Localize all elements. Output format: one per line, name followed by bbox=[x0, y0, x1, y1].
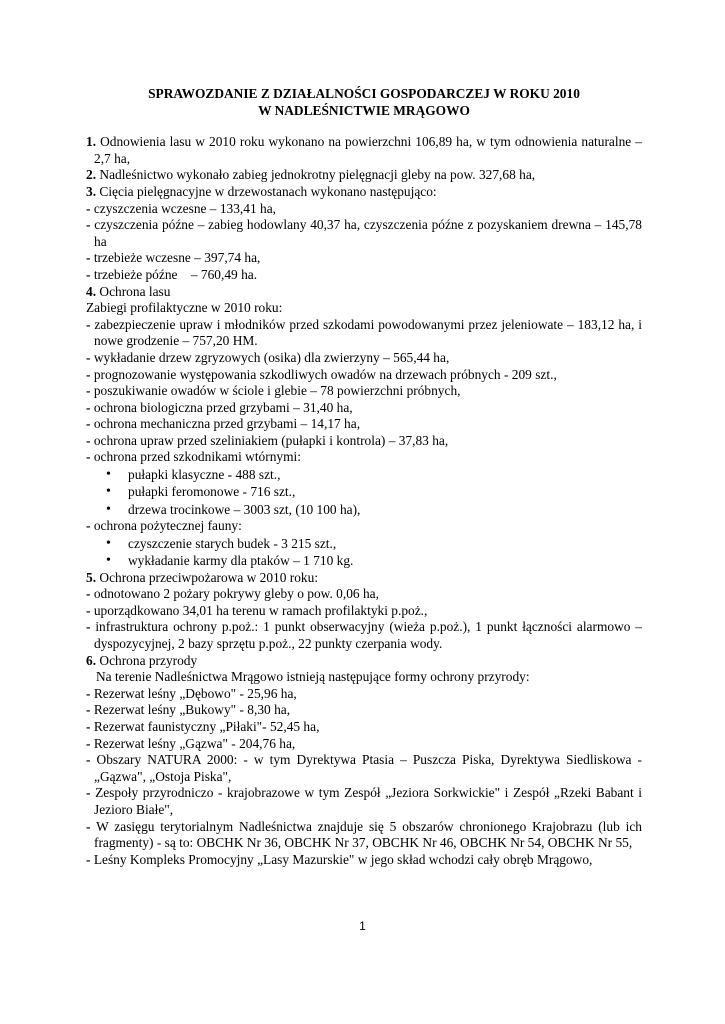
section-intro: Na terenie Nadleśnictwa Mrągowo istnieją następujące formy ochrony przyrody: bbox=[96, 669, 530, 685]
list-item: - zabezpieczenie upraw i młodników przed szkodami powodowanymi przez jeleniowate – 183,12 ha, i nowe grodzenie – 757,20 HM. bbox=[86, 316, 642, 349]
section-2 bbox=[86, 167, 642, 184]
section-6 bbox=[86, 653, 642, 670]
document-page bbox=[86, 86, 642, 868]
list-item: - czyszczenia późne – zabieg hodowlany 40,37 ha, czyszczenia późne z pozyskaniem drewna – 145,78 ha bbox=[86, 217, 642, 249]
bullet-icon: • bbox=[106, 467, 111, 483]
list-item: - Rezerwat leśny „Gązwa" - 204,76 ha, bbox=[86, 735, 296, 751]
list-item: - Rezerwat leśny „Dębowo" - 25,96 ha, bbox=[86, 685, 297, 701]
bullet-icon: • bbox=[106, 501, 111, 517]
list-item: - ochrona przed szkodnikami wtórnymi: bbox=[86, 449, 301, 465]
section-text: Ochrona przeciwpożarowa w 2010 roku: bbox=[99, 569, 319, 585]
list-item: - ochrona biologiczna przed grzybami – 31,40 ha, bbox=[86, 399, 353, 415]
bullet-icon: • bbox=[106, 484, 111, 500]
section-number: 4. bbox=[86, 283, 97, 299]
bullet-item: • czyszczenie starych budek - 3 215 szt., bbox=[106, 535, 337, 551]
section-1 bbox=[86, 134, 642, 167]
list-item: - wykładanie drzew zgryzowych (osika) dla zwierzyny – 565,44 ha, bbox=[86, 349, 450, 365]
section-number: 1. bbox=[86, 134, 97, 150]
bullet-item: • pułapki feromonowe - 716 szt., bbox=[106, 484, 296, 500]
list-item: - czyszczenia wczesne – 133,41 ha, bbox=[86, 200, 277, 216]
list-item: - Zespoły przyrodniczo - krajobrazowe w tym Zespół „Jeziora Sorkwickie" i Zespół „Rzeki Babant i Jezioro Białe", bbox=[86, 785, 642, 817]
list-item: - trzebieże późne – 760,49 ha. bbox=[86, 266, 258, 282]
section-3 bbox=[86, 184, 642, 201]
bullet-item: • pułapki klasyczne - 488 szt., bbox=[106, 467, 281, 483]
section-text: Ochrona lasu bbox=[99, 283, 171, 299]
list-item: - trzebieże wczesne – 397,74 ha, bbox=[86, 250, 261, 266]
list-item: - ochrona upraw przed szeliniakiem (pułapki i kontrola) – 37,83 ha, bbox=[86, 432, 449, 448]
section-number: 3. bbox=[86, 183, 97, 199]
bullet-item: • wykładanie karmy dla ptaków – 1 710 kg. bbox=[106, 553, 354, 569]
list-item: - infrastruktura ochrony p.poż.: 1 punkt obserwacyjny (wieża p.poż.), 1 punkt łączności alarmowo – dyspozycyjnej, 2 bazy sprzętu p.poż., 22 punkty czerpania wody. bbox=[86, 619, 642, 652]
bullet-icon: • bbox=[106, 553, 111, 569]
section-number: 2. bbox=[86, 167, 97, 183]
bullet-icon: • bbox=[106, 535, 111, 551]
section-5 bbox=[86, 570, 642, 587]
list-item: - prognozowanie występowania szkodliwych owadów na drzewach próbnych - 209 szt., bbox=[86, 366, 557, 382]
list-item: - ochrona mechaniczna przed grzybami – 14,17 ha, bbox=[86, 416, 361, 432]
list-item: - odnotowano 2 pożary pokrywy gleby o pow. 0,06 ha, bbox=[86, 586, 379, 602]
list-item: - ochrona pożytecznej fauny: bbox=[86, 518, 242, 534]
title-line-1: SPRAWOZDANIE Z DZIAŁALNOŚCI GOSPODARCZEJ W ROKU 2010 bbox=[148, 86, 580, 101]
section-number: 5. bbox=[86, 569, 97, 585]
title-line-2: W NADLEŚNICTWIE MRĄGOWO bbox=[258, 102, 470, 118]
bullet-item: • drzewa trocinkowe – 3003 szt, (10 100 ha), bbox=[106, 501, 361, 517]
list-item: - Obszary NATURA 2000: - w tym Dyrektywa Ptasia – Puszcza Piska, Dyrektywa Siedliskowa - „Gązwa", „Ostoja Piska", bbox=[86, 752, 642, 784]
list-item: - W zasięgu terytorialnym Nadleśnictwa znajduje się 5 obszarów chronionego Krajobrazu (lub ich fragmenty) - są to: OBCHK Nr 36, OBCHK Nr 37, OBCHK Nr 46, OBCHK Nr 54, OBCHK Nr 55, bbox=[86, 818, 642, 851]
list-item: - Leśny Kompleks Promocyjny „Lasy Mazurskie" w jego skład wchodzi cały obręb Mrągowo, bbox=[86, 851, 593, 867]
bullet-list bbox=[86, 535, 642, 570]
section-intro: Zabiegi profilaktyczne w 2010 roku: bbox=[86, 300, 283, 316]
section-text: Odnowienia lasu w 2010 roku wykonano na powierzchni 106,89 ha, w tym odnowienia naturalne – 2,7 ha, bbox=[94, 134, 642, 166]
bullet-list bbox=[86, 466, 642, 518]
list-item: - uporządkowano 34,01 ha terenu w ramach profilaktyki p.poż., bbox=[86, 602, 428, 618]
list-item: - Rezerwat leśny „Bukowy" - 8,30 ha, bbox=[86, 702, 291, 718]
section-number: 6. bbox=[86, 652, 97, 668]
list-item: - Rezerwat faunistyczny „Piłaki"- 52,45 ha, bbox=[86, 719, 320, 735]
page-number: 1 bbox=[359, 919, 366, 933]
section-text: Ochrona przyrody bbox=[99, 652, 198, 668]
document-title bbox=[86, 86, 642, 119]
section-text: Nadleśnictwo wykonało zabieg jednokrotny pielęgnacji gleby na pow. 327,68 ha, bbox=[99, 167, 536, 183]
section-text: Cięcia pielęgnacyjne w drzewostanach wykonano następująco: bbox=[99, 183, 437, 199]
section-4 bbox=[86, 284, 642, 301]
list-item: - poszukiwanie owadów w ściole i glebie – 78 powierzchni próbnych, bbox=[86, 383, 461, 399]
